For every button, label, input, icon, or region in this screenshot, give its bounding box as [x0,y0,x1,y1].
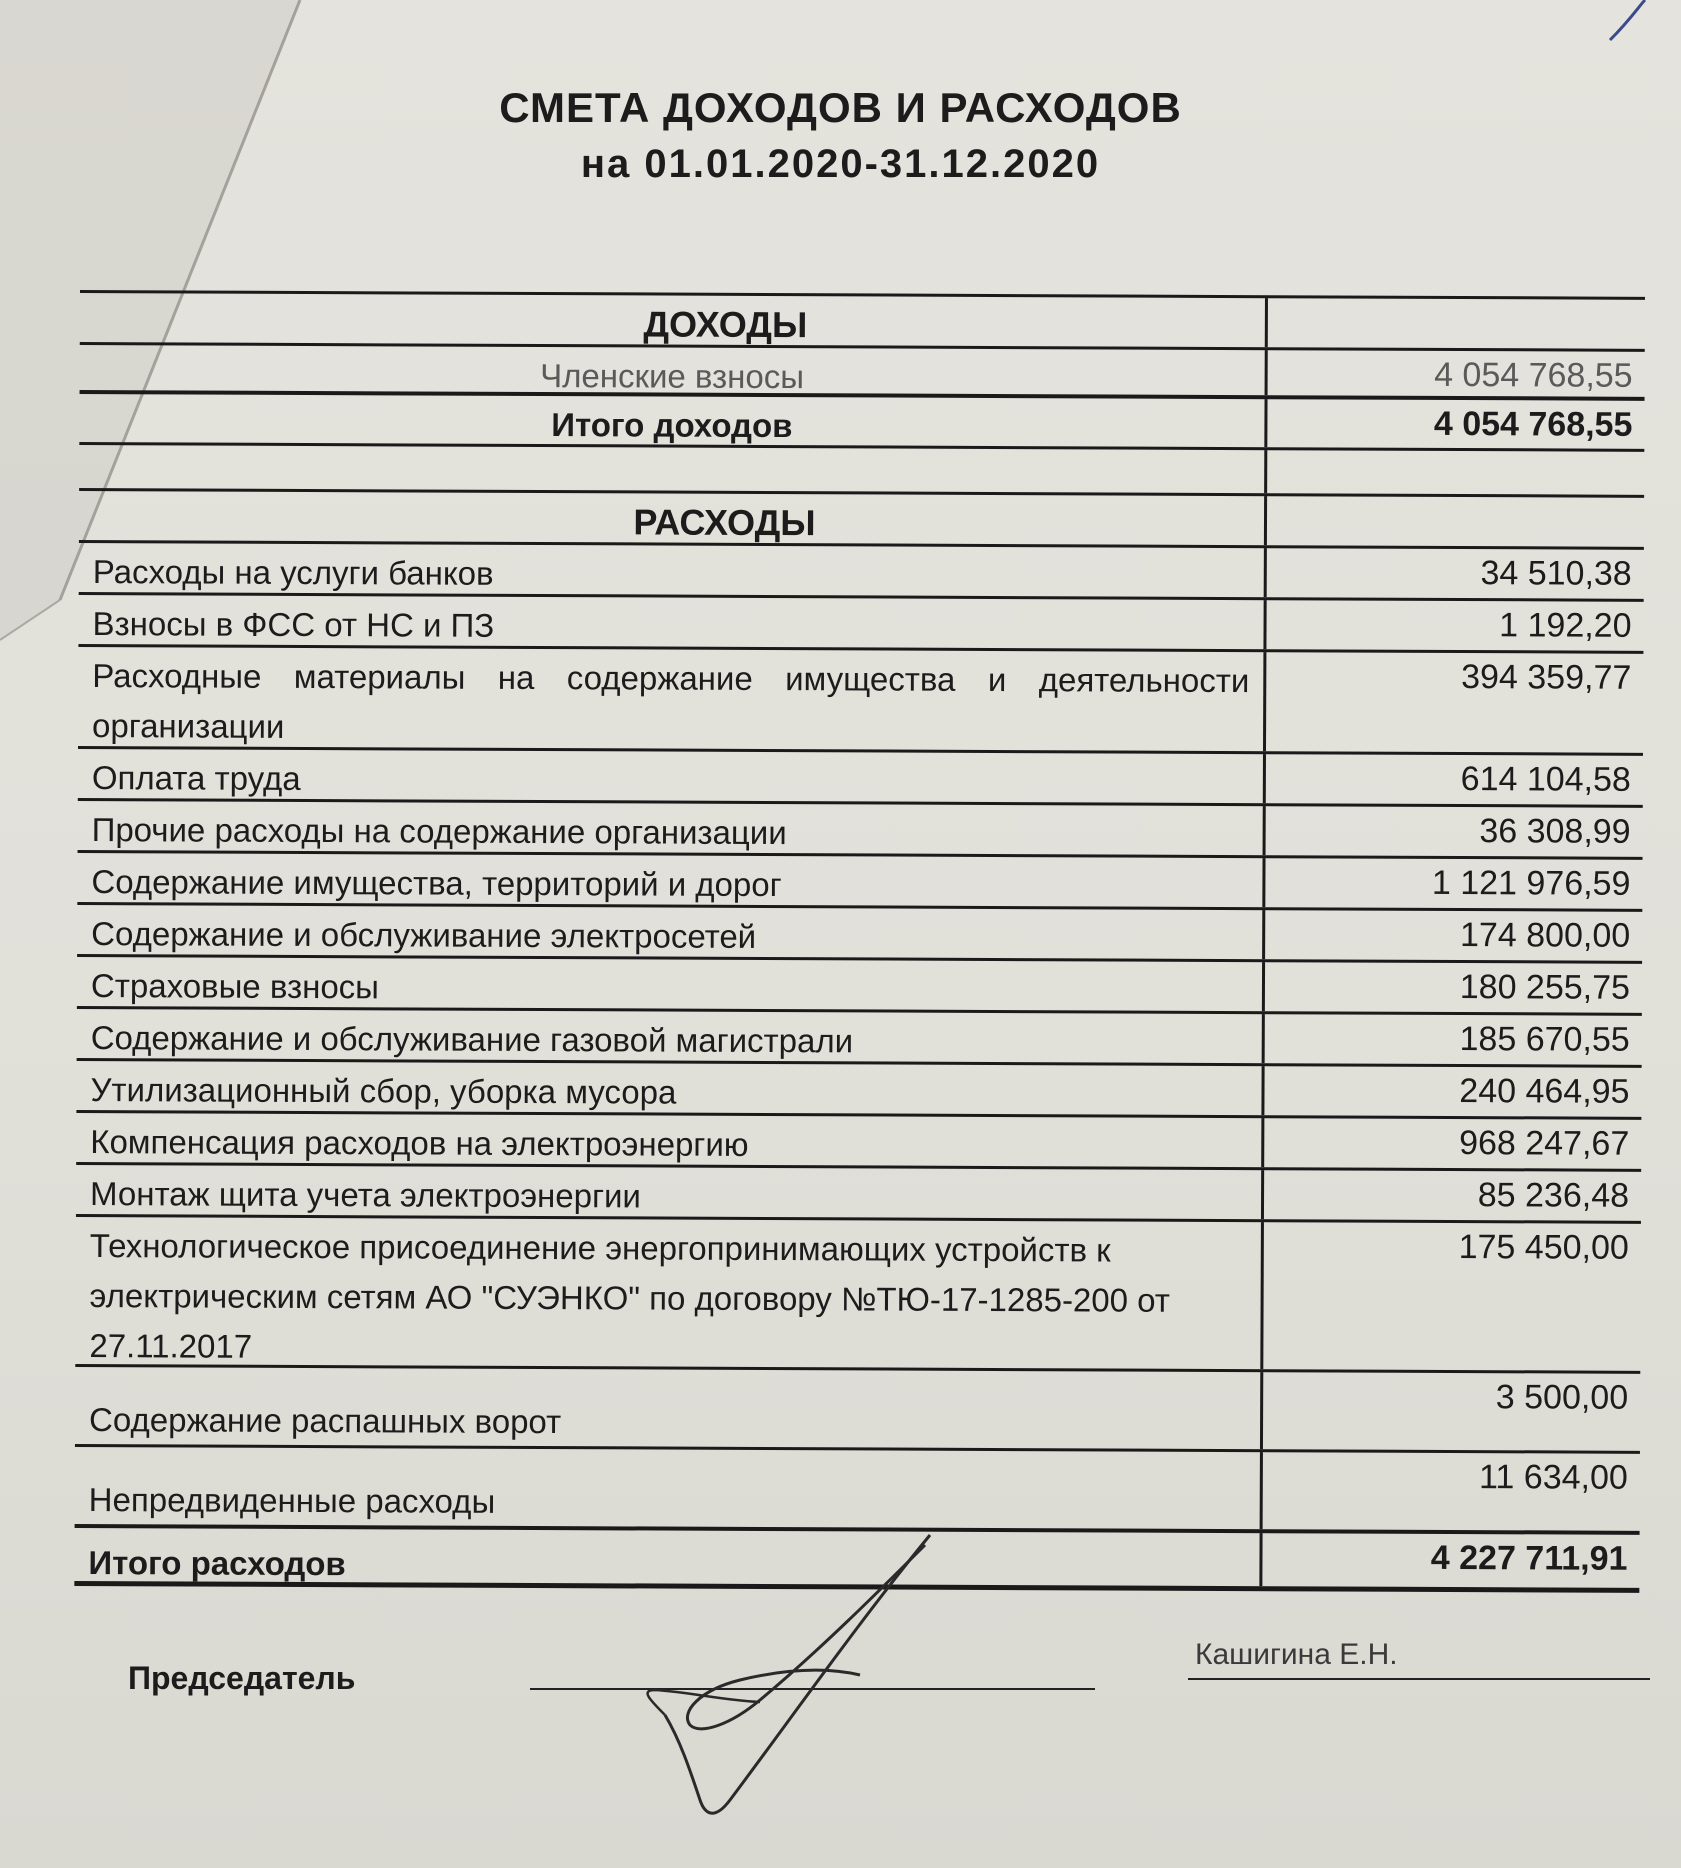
income-total-row [79,390,1644,449]
expense-label: Расходы на услуги банков [79,543,1267,597]
expense-row [77,850,1642,909]
expense-label: Монтаж щита учета электроэнергии [76,1165,1264,1219]
expense-amount: 240 464,95 [1459,1072,1630,1111]
expense-amount: 85 236,48 [1477,1176,1630,1215]
expenses-header-row [79,488,1644,547]
expense-amount: 968 247,67 [1459,1124,1630,1163]
expense-label: Технологическое присоединение энергопринимающих устройств к электрическим сетям АО "СУЭНКО" по договору №ТЮ-17-1285-200 от 27.11.2017 [75,1217,1264,1369]
name-line [1188,1678,1650,1680]
income-total-amount: 4 054 768,55 [1433,404,1633,444]
expense-row [79,540,1644,599]
expense-row [78,644,1643,753]
expense-label: Расходные материалы на содержание имущества и деятельности организации [78,647,1266,751]
expenses-total-row [74,1524,1639,1593]
expense-label: Страховые взносы [77,957,1265,1011]
expense-row [78,592,1643,651]
expense-amount: 614 104,58 [1460,760,1631,799]
expense-label: Утилизационный сбор, уборка мусора [76,1061,1264,1115]
expense-amount: 180 255,75 [1459,968,1631,1007]
expense-amount: 1 121 976,59 [1431,863,1631,903]
expense-row [75,1444,1640,1531]
expense-row [75,1214,1641,1371]
expense-row [78,746,1643,805]
expense-amount: 11 634,00 [1479,1458,1628,1497]
document-period: на 01.01.2020-31.12.2020 [580,142,1101,186]
expense-row [77,954,1642,1013]
expense-amount: 34 510,38 [1480,554,1632,593]
income-item-row [80,342,1645,397]
expense-row [76,1110,1641,1169]
expense-amount: 175 450,00 [1458,1228,1629,1267]
signatory-name: Кашигина Е.Н. [1195,1638,1398,1671]
income-item-amount: 4 054 768,55 [1434,355,1633,395]
expenses-header: РАСХОДЫ [79,491,1267,545]
document-title: СМЕТА ДОХОДОВ И РАСХОДОВ [499,84,1182,131]
expense-row [77,1006,1642,1065]
expense-label: Содержание и обслуживание электросетей [77,905,1265,959]
expense-label: Компенсация расходов на электроэнергию [76,1113,1264,1167]
expense-amount: 1 192,20 [1499,606,1632,645]
expense-row [76,1162,1641,1221]
expense-row [78,798,1643,857]
expense-amount: 174 800,00 [1459,916,1631,955]
income-header-row [80,290,1645,349]
expense-label: Содержание и обслуживание газовой магистрали [77,1009,1265,1063]
expenses-total-amount: 4 227 711,91 [1430,1538,1628,1578]
expenses-total-label: Итого расходов [74,1528,1262,1586]
income-item-label: Членские взносы [80,345,1268,395]
signature-line [530,1688,1095,1690]
expense-label: Содержание имущества, территорий и дорог [77,853,1265,907]
budget-table [74,290,1645,1593]
expense-label: Взносы в ФСС от НС и ПЗ [78,595,1266,649]
expense-label: Содержание распашных ворот [75,1367,1263,1449]
expense-row [76,1058,1641,1117]
expense-label: Прочие расходы на содержание организации [78,801,1266,855]
expense-amount: 185 670,55 [1459,1020,1630,1059]
income-header: ДОХОДЫ [80,293,1268,347]
expense-label: Непредвиденные расходы [75,1447,1263,1529]
expense-label: Оплата труда [78,749,1266,803]
signature-role: Председатель [128,1660,356,1696]
expense-amount: 3 500,00 [1495,1378,1629,1417]
expense-row [75,1364,1640,1451]
spacer-row [79,442,1644,495]
income-total-label: Итого доходов [79,394,1267,447]
expense-amount: 36 308,99 [1479,812,1631,851]
expense-row [77,902,1642,961]
expense-amount: 394 359,77 [1461,658,1632,697]
